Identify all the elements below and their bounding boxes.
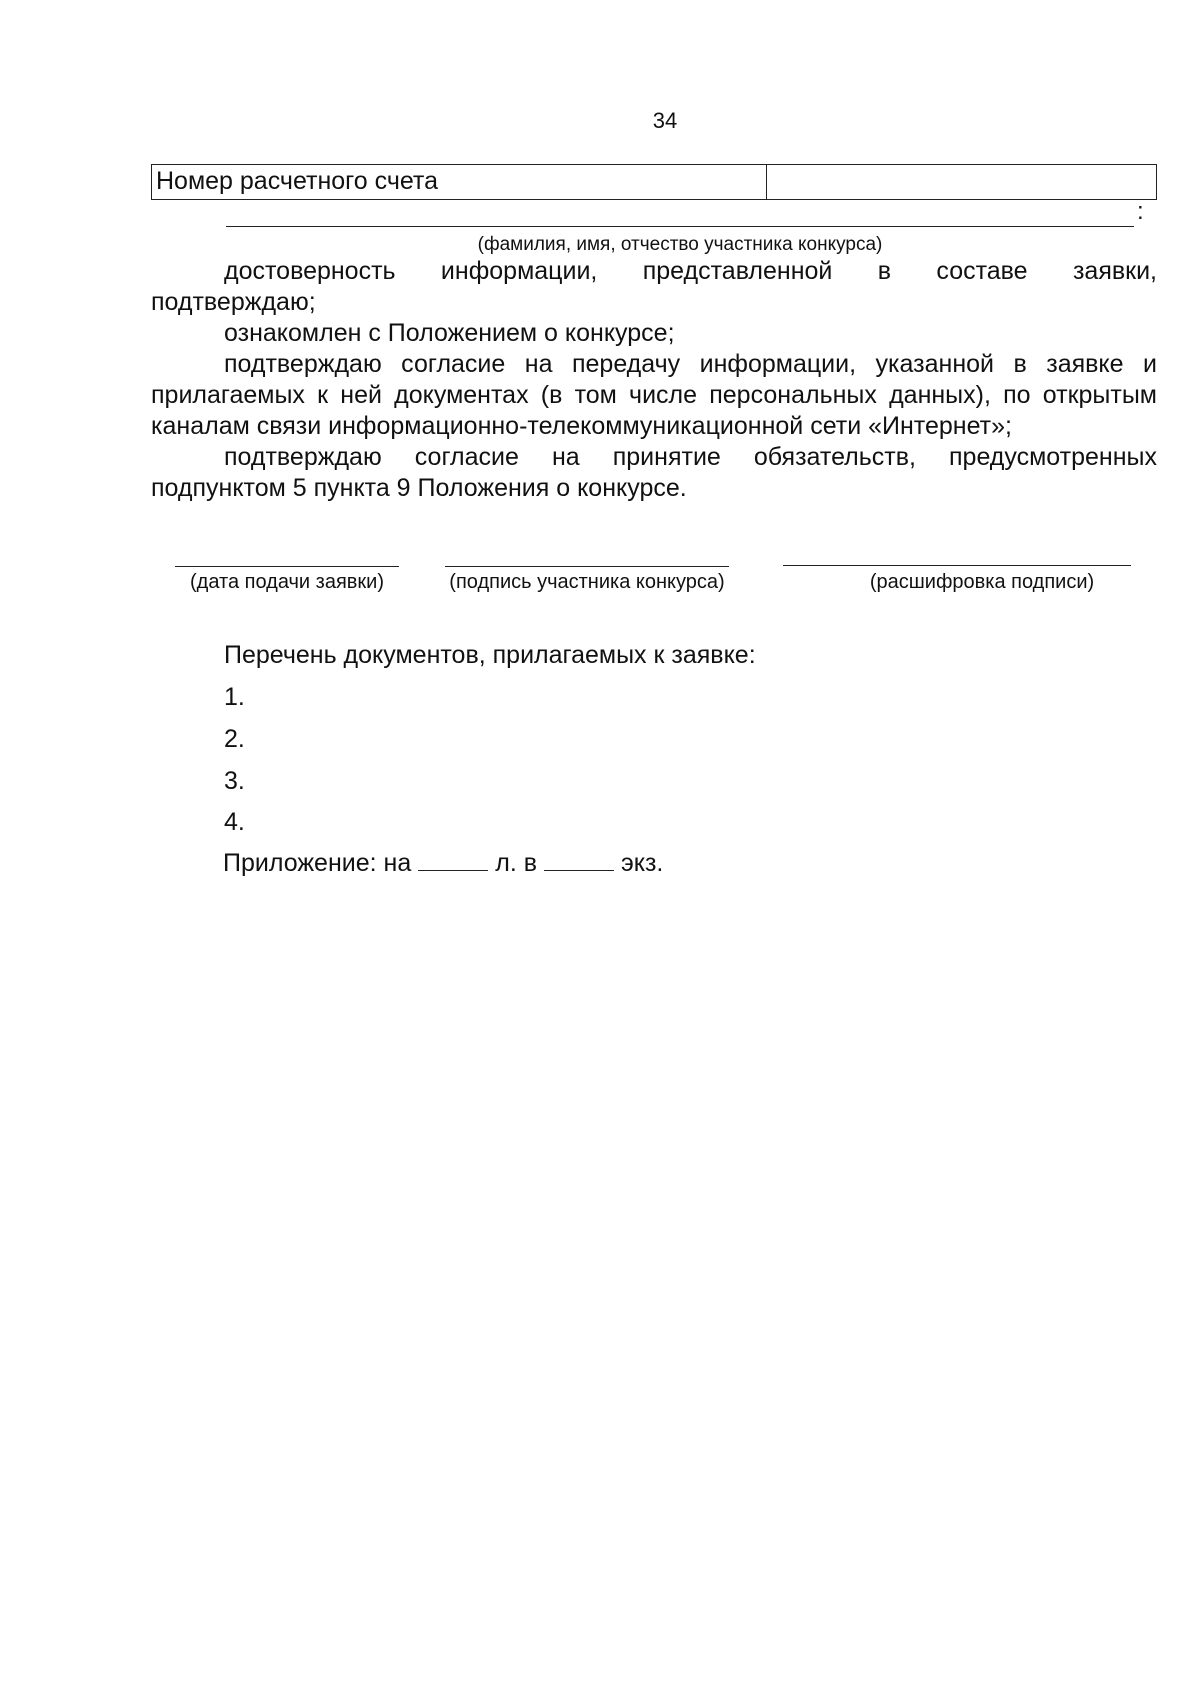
attachment-prefix: Приложение: на <box>223 849 412 877</box>
decryption-caption: (расшифровка подписи) <box>869 571 1095 593</box>
paragraph-reliability-line1: достоверность информации, представленной в составе заявки, <box>224 257 1157 285</box>
attachment-middle: л. в <box>495 849 537 877</box>
documents-list-title: Перечень документов, прилагаемых к заявке: <box>224 641 756 669</box>
paragraph-consent-transfer-line2: прилагаемых к ней документах (в том числе персональных данных), по открытым <box>151 381 1157 409</box>
date-caption: (дата подачи заявки) <box>190 571 384 593</box>
paragraph-consent-obligations-line2: подпунктом 5 пункта 9 Положения о конкурсе. <box>151 474 687 502</box>
paragraph-reliability-line2: подтверждаю; <box>151 288 316 316</box>
participant-name-caption: (фамилия, имя, отчество участника конкурса) <box>477 234 883 255</box>
attachment-line <box>223 849 663 878</box>
attachment-pages-blank[interactable] <box>418 850 488 871</box>
date-signature-line[interactable] <box>175 566 399 567</box>
attachment-suffix: экз. <box>621 849 664 877</box>
documents-list-item: 4. <box>224 808 245 836</box>
bank-account-table <box>151 164 1157 200</box>
participant-name-colon: : <box>1137 198 1144 225</box>
documents-list-item: 1. <box>224 683 245 711</box>
bank-account-label: Номер расчетного счета <box>152 165 767 199</box>
page-number: 34 <box>652 108 678 133</box>
paragraph-acquainted: ознакомлен с Положением о конкурсе; <box>224 319 675 347</box>
paragraph-consent-obligations-line1: подтверждаю согласие на принятие обязательств, предусмотренных <box>224 443 1157 471</box>
signature-caption: (подпись участника конкурса) <box>449 571 725 593</box>
paragraph-consent-transfer-line1: подтверждаю согласие на передачу информации, указанной в заявке и <box>224 350 1157 378</box>
paragraph-consent-transfer-line3: каналам связи информационно-телекоммуникационной сети «Интернет»; <box>151 412 1012 440</box>
participant-name-line[interactable] <box>226 226 1134 227</box>
bank-account-value[interactable] <box>767 165 1156 199</box>
documents-list-item: 2. <box>224 725 245 753</box>
signature-decryption-line[interactable] <box>783 565 1131 566</box>
documents-list-item: 3. <box>224 767 245 795</box>
attachment-copies-blank[interactable] <box>544 850 614 871</box>
participant-signature-line[interactable] <box>445 566 729 567</box>
